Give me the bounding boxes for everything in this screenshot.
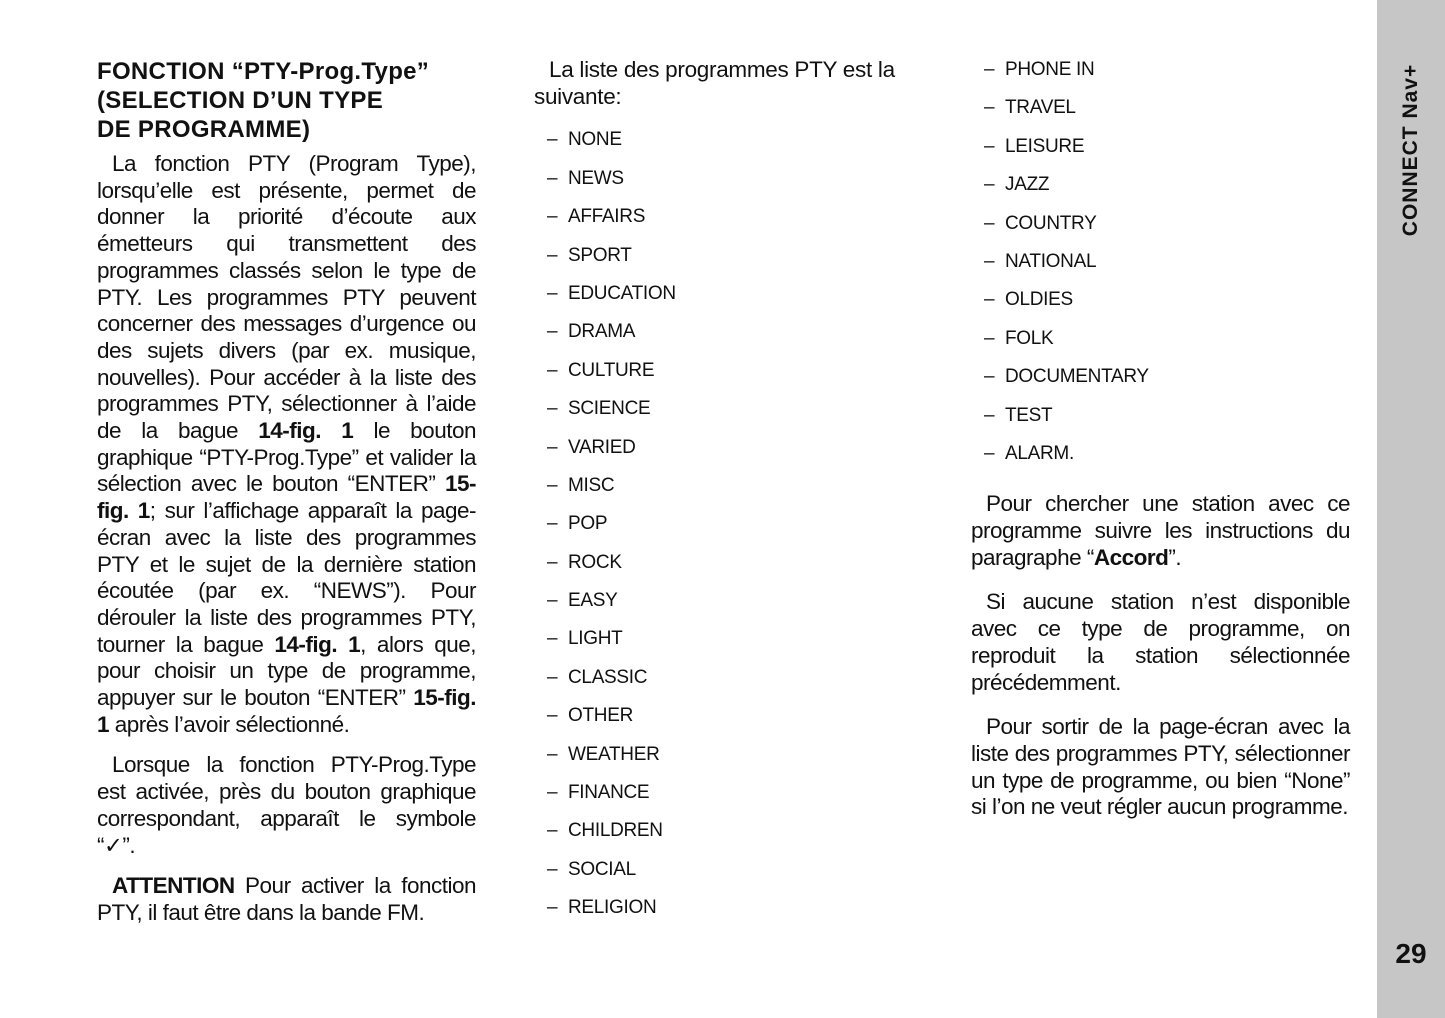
text-run: après l’avoir sélectionné. (109, 711, 350, 737)
pty-list-item (984, 358, 1350, 396)
list-dash: – (547, 590, 558, 612)
attention-text: Pour activer la fonction PTY, il faut être dans la bande FM. (97, 873, 476, 925)
text-run: le bouton graphique “PTY-Prog.Type” et valider la sélection avec le bouton “ENTER” (97, 418, 476, 497)
column-right (971, 57, 1350, 839)
figure-reference: 14-fig. 1 (274, 631, 361, 657)
list-dash: – (547, 666, 558, 688)
pty-label: DRAMA (568, 321, 636, 343)
list-dash: – (547, 628, 558, 650)
list-dash: – (547, 436, 558, 458)
section-heading (97, 57, 476, 144)
list-dash: – (547, 897, 558, 919)
pty-label: VARIED (568, 436, 636, 458)
pty-list-item (984, 166, 1350, 204)
pty-label: LIGHT (568, 628, 623, 650)
heading-line: FONCTION “PTY-Prog.Type” (97, 58, 430, 85)
list-dash: – (547, 551, 558, 573)
exit-paragraph: Pour sortir de la page-écran avec la liste des programmes PTY, sélectionner un type de programme, ou bien “None” si l’on ne veut régler aucun programme. (971, 714, 1350, 820)
pty-list-item (547, 160, 926, 198)
pty-label: ALARM. (1005, 442, 1074, 464)
pty-list-item (547, 889, 926, 927)
pty-list-item (984, 397, 1350, 435)
pty-label: ROCK (568, 551, 622, 573)
pty-list-continued (971, 51, 1350, 473)
pty-label: CHILDREN (568, 820, 663, 842)
pty-label: SOCIAL (568, 858, 636, 880)
list-dash: – (984, 59, 995, 80)
pty-label: SPORT (568, 244, 632, 266)
heading-line: (SELECTION D’UN TYPE (97, 87, 384, 114)
search-paragraph (971, 491, 1350, 571)
pty-list-item (984, 89, 1350, 127)
pty-label: TEST (1005, 404, 1053, 426)
list-dash: – (547, 282, 558, 304)
figure-reference: 14-fig. 1 (258, 418, 354, 444)
column-left (97, 57, 476, 941)
accord-reference: Accord (1093, 544, 1169, 570)
list-dash: – (547, 820, 558, 842)
list-dash: – (547, 705, 558, 727)
pty-list-item (984, 281, 1350, 319)
text-run: ”. (1168, 544, 1182, 570)
pty-label: FOLK (1005, 327, 1054, 349)
pty-list-item (984, 128, 1350, 166)
pty-list-item (547, 851, 926, 889)
pty-label: OLDIES (1005, 289, 1073, 311)
pty-list-item (547, 313, 926, 351)
pty-label: SCIENCE (568, 398, 651, 420)
pty-list-item (984, 320, 1350, 358)
pty-list-item (547, 812, 926, 850)
pty-label: JAZZ (1005, 174, 1050, 196)
text-run: Pour chercher une station avec ce programme suivre les instructions du paragraphe “ (971, 491, 1350, 570)
pty-list-item (547, 697, 926, 735)
text-run: La fonction PTY (Program Type), lorsqu’elle est présente, permet de donner la priorité d’écoute aux émetteurs qui transmettent des programmes classés selon le type de PTY. Les programmes PTY peuvent concerner des messages d’urgence ou des sujets divers (par ex. musique, nouvelles). Pour accéder à la liste des programmes PTY, sélectionner à l’aide de la bague (97, 151, 476, 444)
pty-list-item (984, 243, 1350, 281)
pty-list-item (547, 121, 926, 159)
list-dash: – (547, 398, 558, 420)
pty-label: LEISURE (1005, 135, 1085, 157)
pty-label: AFFAIRS (568, 206, 646, 228)
heading-line: DE PROGRAMME) (97, 116, 311, 143)
list-dash: – (547, 244, 558, 266)
list-dash: – (547, 743, 558, 765)
pty-list-item (547, 198, 926, 236)
pty-list (534, 121, 926, 927)
pty-label: EASY (568, 590, 618, 612)
list-dash: – (984, 97, 995, 119)
list-dash: – (547, 513, 558, 535)
list-dash: – (547, 858, 558, 880)
pty-list-item (547, 659, 926, 697)
list-dash: – (547, 782, 558, 804)
symbol-paragraph: Lorsque la fonction PTY-Prog.Type est activée, près du bouton graphique correspondant, apparaît le symbole “✓”. (97, 752, 476, 858)
pty-list-item (547, 467, 926, 505)
pty-list-item (984, 51, 1350, 89)
pty-label: WEATHER (568, 743, 660, 765)
list-dash: – (547, 359, 558, 381)
pty-label: CLASSIC (568, 666, 648, 688)
pty-label: PHONE IN (1005, 59, 1095, 80)
pty-list-item (547, 390, 926, 428)
page-number: 29 (1395, 938, 1427, 969)
pty-label: NEWS (568, 167, 624, 189)
list-dash: – (984, 174, 995, 196)
pty-list-item (984, 205, 1350, 243)
no-station-paragraph: Si aucune station n’est disponible avec ce type de programme, on reproduit la station sélectionnée précédemment. (971, 589, 1350, 695)
list-dash: – (984, 212, 995, 234)
pty-label: DOCUMENTARY (1005, 366, 1149, 388)
attention-paragraph (97, 873, 476, 926)
attention-label: ATTENTION (112, 873, 235, 899)
pty-label: NONE (568, 129, 622, 151)
list-dash: – (984, 289, 995, 311)
list-dash: – (984, 135, 995, 157)
list-dash: – (547, 321, 558, 343)
pty-list-item (984, 435, 1350, 473)
list-dash: – (984, 250, 995, 272)
list-dash: – (984, 442, 995, 464)
pty-label: TRAVEL (1005, 97, 1076, 119)
list-dash: – (547, 474, 558, 496)
text-run: ; sur l’affichage apparaît la page-écran avec la liste des programmes PTY et le sujet de la dernière station écoutée (par ex. “NEWS”). Pour dérouler la liste des programmes PTY, tourner la bague (97, 498, 476, 657)
list-intro: La liste des programmes PTY est la suivante: (534, 57, 895, 109)
figure-reference: 15-fig. 1 (97, 471, 476, 524)
pty-list-item (547, 620, 926, 658)
pty-list-item (547, 774, 926, 812)
sidebar-title-text: CONNECT Nav+ (1399, 63, 1422, 237)
sidebar-title (1377, 0, 1445, 260)
text-run: , alors que, pour choisir un type de programme, appuyer sur le bouton “ENTER” (97, 631, 476, 711)
pty-list-item (547, 544, 926, 582)
list-dash: – (984, 404, 995, 426)
pty-label: OTHER (568, 705, 634, 727)
pty-label: CULTURE (568, 359, 655, 381)
column-middle (534, 57, 926, 928)
pty-list-item (547, 505, 926, 543)
list-dash: – (984, 366, 995, 388)
pty-list-item (547, 237, 926, 275)
pty-list-item (547, 352, 926, 390)
list-dash: – (547, 167, 558, 189)
pty-label: POP (568, 513, 608, 535)
pty-list-item (547, 582, 926, 620)
pty-label: NATIONAL (1005, 250, 1097, 272)
list-dash: – (547, 206, 558, 228)
pty-list-item (547, 736, 926, 774)
pty-list-item (547, 429, 926, 467)
pty-list-item (547, 275, 926, 313)
pty-label: EDUCATION (568, 282, 676, 304)
list-dash: – (984, 327, 995, 349)
pty-label: MISC (568, 474, 615, 496)
list-dash: – (547, 129, 558, 151)
pty-label: COUNTRY (1005, 212, 1097, 234)
pty-label: FINANCE (568, 782, 650, 804)
figure-reference: 15-fig. 1 (97, 685, 476, 737)
intro-paragraph (97, 151, 476, 738)
pty-label: RELIGION (568, 897, 657, 919)
